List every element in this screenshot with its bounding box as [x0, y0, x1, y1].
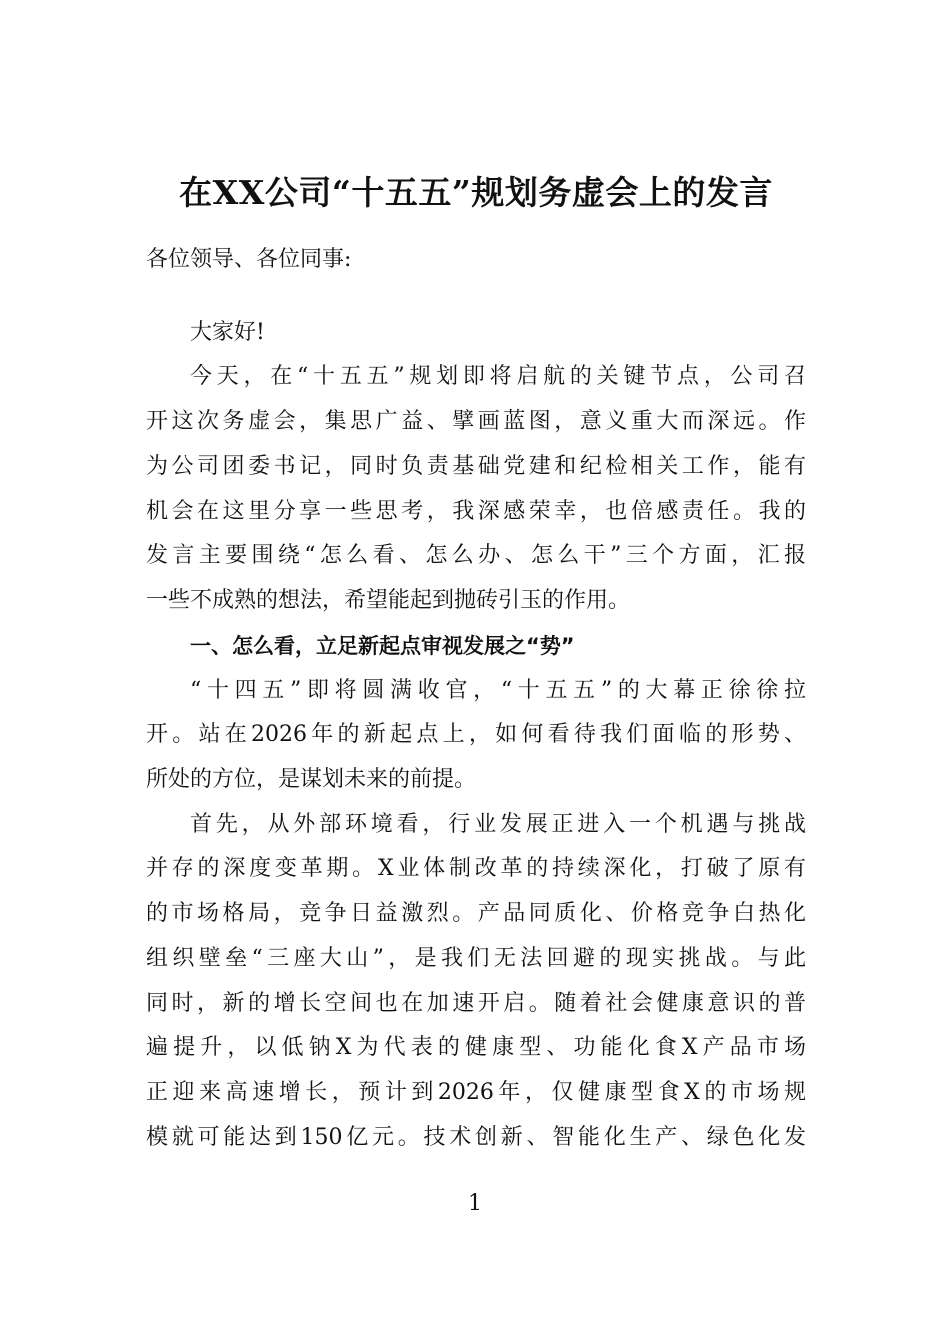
paragraph-line: 机会在这里分享一些思考，我深感荣幸，也倍感责任。我的	[146, 499, 806, 524]
paragraph-line: 一些不成熟的想法，希望能起到抛砖引玉的作用。	[146, 588, 631, 613]
paragraph-line: 的市场格局，竞争日益激烈。产品同质化、价格竞争白热化	[146, 901, 806, 926]
paragraph-line: 正迎来高速增长，预计到2026年，仅健康型食X的市场规	[146, 1080, 806, 1105]
paragraph-line: 模就可能达到150亿元。技术创新、智能化生产、绿色化发	[146, 1125, 806, 1150]
paragraph-line: 遍提升，以低钠X为代表的健康型、功能化食X产品市场	[146, 1035, 806, 1060]
paragraph-line: 开。站在2026年的新起点上，如何看待我们面临的形势、	[146, 722, 806, 747]
paragraph-line: 今天，在“十五五”规划即将启航的关键节点，公司召	[190, 364, 806, 389]
greeting: 大家好!	[190, 320, 265, 345]
paragraph-line: 组织壁垒“三座大山”，是我们无法回避的现实挑战。与此	[146, 946, 806, 971]
paragraph-line: 为公司团委书记，同时负责基础党建和纪检相关工作，能有	[146, 454, 806, 479]
paragraph-line: 所处的方位，是谋划未来的前提。	[146, 767, 477, 792]
paragraph-line: 首先，从外部环境看，行业发展正进入一个机遇与挑战	[190, 812, 806, 837]
paragraph-line: 开这次务虚会，集思广益、擘画蓝图，意义重大而深远。作	[146, 409, 806, 434]
salutation: 各位领导、各位同事:	[146, 247, 352, 272]
paragraph-line: “十四五”即将圆满收官，“十五五”的大幕正徐徐拉	[190, 678, 806, 703]
paragraph-line: 并存的深度变革期。X业体制改革的持续深化，打破了原有	[146, 856, 806, 881]
paragraph-line: 同时，新的增长空间也在加速开启。随着社会健康意识的普	[146, 991, 806, 1016]
section-heading: 一、怎么看，立足新起点审视发展之“势”	[190, 634, 575, 658]
page-number: 1	[468, 1191, 482, 1216]
paragraph-line: 发言主要围绕“怎么看、怎么办、怎么干”三个方面，汇报	[146, 543, 806, 568]
document-title: 在XX公司“十五五”规划务虚会上的发言	[179, 173, 773, 212]
